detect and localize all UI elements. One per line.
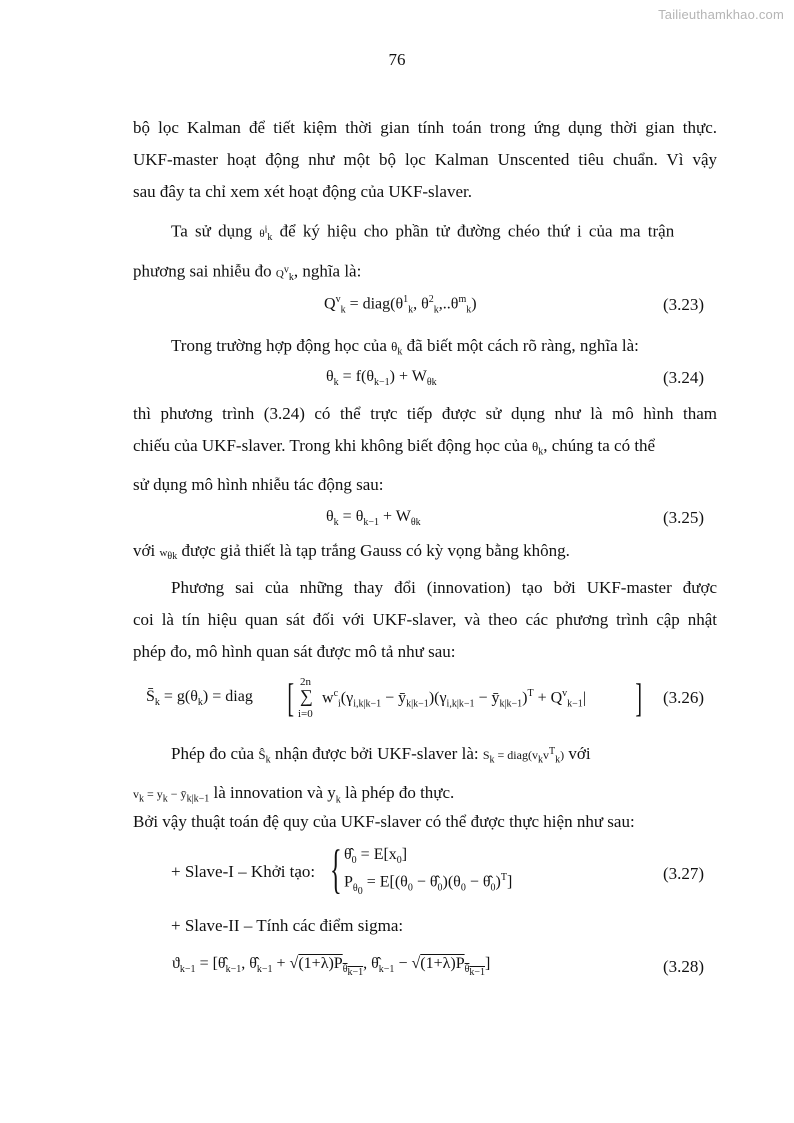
s-k-formula: $S_k$ = $diag(v_kv^T_k)$ — [482, 746, 565, 766]
theta-k-i-symbol: $\theta^i_k$ — [259, 224, 273, 243]
equation-number-3-28: (3.28) — [663, 957, 705, 976]
paragraph-5 — [133, 535, 717, 573]
paragraph-4-line-3: sử dụng mô hình nhiễu tác động sau: — [133, 474, 384, 494]
equation-number-3-27: (3.27) — [663, 864, 705, 883]
paragraph-6-line-1: Phương sai của những thay đổi (innovation) tạo bởi UKF-master được — [171, 578, 717, 597]
w-theta-k-symbol: $w_{\theta k}$ — [159, 547, 178, 563]
paragraph-1-line-1: bộ lọc Kalman để tiết kiệm thời gian tính toán trong ứng dụng thời gian thực. — [133, 118, 717, 137]
paragraph-8 — [133, 806, 717, 838]
equation-number-3-25: (3.25) — [663, 508, 705, 527]
paragraph-2-line-2: phương sai nhiễu đo $Q^v_k$, nghĩa là: — [133, 261, 362, 283]
paragraph-7 — [133, 736, 717, 816]
paragraph-3-line-1: Trong trường hợp động học của $\theta_k$ đã biết một cách rõ ràng, nghĩa là: — [171, 336, 639, 358]
equation-number-3-24: (3.24) — [663, 368, 705, 387]
equation-number-3-26: (3.26) — [663, 688, 705, 707]
page-number: 76 — [388, 50, 406, 69]
equation-3-28: $ϑ_{k-1}$ = [$\thetâ_{k-1}$, $\thetâ_{k-1} + √(1+\lambda)P_{\theta_{k-1}}$, $\thetâ_{k-1} - √(1+\lambda)P_{\theta_{k-1}}$] — [172, 955, 491, 979]
watermark: Tailieuthamkhao.com — [658, 7, 784, 22]
theta-k-symbol-2: $\theta_k$ — [531, 439, 544, 458]
equation-3-25: $\theta_k = \theta_{k-1} + W_{\theta k}$ — [326, 508, 421, 529]
paragraph-3 — [133, 330, 717, 369]
paragraph-6-line-3: phép đo, mô hình quan sát được mô tả như sau: — [133, 642, 456, 661]
paragraph-5-line-1: với $w_{\theta k}$ được giả thiết là tạp trắng Gauss có kỳ vọng bằng không. — [133, 541, 570, 563]
paragraph-7-line-1: Phép đo của $Ŝ_k$ nhận được bởi UKF-slaver là: $S_k$ = $diag(v_kv^T_k)$ với — [171, 744, 591, 766]
paragraph-1-line-3: sau đây ta chỉ xem xét hoạt động của UKF-slaver. — [133, 182, 472, 201]
paragraph-6-line-2: coi là tín hiệu quan sát đối với UKF-slaver, và theo các phương trình cập nhật — [133, 610, 717, 629]
paragraph-7-line-2: $v_k = y_k$ − $ȳ_{k|k-1}$ là innovation và $y_k$ là phép đo thực. — [133, 782, 455, 805]
v-k-formula: $v_k = y_k$ − $ȳ_{k|k-1}$ — [133, 786, 210, 804]
s-hat-k-symbol: $Ŝ_k$ — [258, 747, 271, 766]
paragraph-1 — [133, 112, 717, 208]
paragraph-6 — [133, 572, 717, 668]
slave-1-label: + Slave-I – Khởi tạo: — [171, 862, 316, 881]
theta-k-symbol: $\theta_k$ — [391, 339, 403, 358]
equation-3-24: $\theta_k = f(\theta_{k-1}) + W_{\theta k}$ — [326, 368, 437, 389]
slave-2-label: + Slave-II – Tính các điểm sigma: — [171, 916, 404, 935]
paragraph-1-line-2: UKF-master hoạt động như một bộ lọc Kalman Unscented tiêu chuẩn. Vì vậy — [133, 150, 717, 169]
equation-3-23: $Q^v_k$ = $diag(\theta^1_k$, $\theta^2_k,..\theta^m_k$) — [324, 294, 477, 316]
equation-number-3-23: (3.23) — [663, 295, 705, 314]
paragraph-4 — [133, 398, 717, 501]
q-k-v-symbol: $Q^v_k$ — [275, 263, 294, 283]
paragraph-4-line-2: chiếu của UKF-slaver. Trong khi không biết động học của $\theta_k$, chúng ta có thể — [133, 436, 656, 458]
paragraph-2 — [133, 214, 717, 294]
paragraph-2-line-1: Ta sử dụng $\theta^i_k$ để ký hiệu cho phần tử đường chéo thứ i của ma trận — [171, 221, 675, 243]
paragraph-4-line-1: thì phương trình (3.24) có thể trực tiếp được sử dụng như là mô hình tham — [133, 404, 717, 423]
paragraph-8-line-1: Bởi vậy thuật toán đệ quy của UKF-slaver có thể được thực hiện như sau: — [133, 812, 635, 831]
